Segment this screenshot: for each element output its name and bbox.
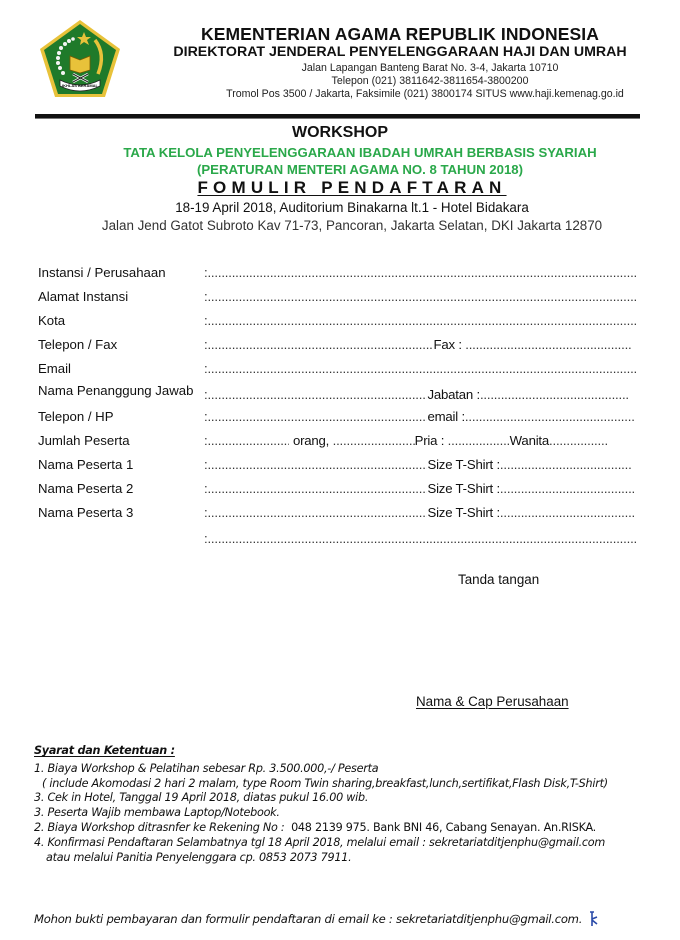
field-label: Nama Penanggung Jawab [38, 383, 194, 398]
telepon-input[interactable] [204, 337, 433, 352]
peserta-1-name-input[interactable] [204, 457, 427, 472]
directorate-name: DIREKTORAT JENDERAL PENYELENGGARAAN HAJI DAN UMRAH [173, 44, 627, 60]
kota-input[interactable] [204, 313, 636, 328]
event-topic: TATA KELOLA PENYELENGGARAAN IBADAH UMRAH BERBASIS SYARIAH [123, 145, 597, 160]
logo-ribbon-text: IKHLAS BERAMAL [62, 83, 98, 88]
tshirt-size-label: Size T-Shirt : [427, 457, 500, 472]
form-row-email [38, 361, 638, 381]
kementerian-agama-emblem-icon [38, 18, 122, 100]
jumlah-peserta-fields [204, 433, 636, 448]
pria-input[interactable] [448, 433, 510, 448]
email-sub-label: email : [427, 409, 465, 424]
field-label: Email [38, 361, 71, 376]
peserta-3-fields [204, 505, 636, 520]
form-row-jumlah-peserta [38, 433, 638, 453]
dotted-line [207, 505, 427, 520]
field-label: Nama Peserta 2 [38, 481, 134, 496]
terms-item: 3. Cek in Hotel, Tanggal 19 April 2018, diatas pukul 16.00 wib. [34, 791, 369, 804]
dotted-line [207, 289, 636, 304]
form-row-telepon-fax [38, 337, 638, 357]
dotted-line [207, 409, 427, 424]
event-kind: WORKSHOP [292, 124, 388, 141]
office-address: Jalan Lapangan Banteng Barat No. 3-4, Jakarta 10710 [301, 62, 559, 74]
separator: : [204, 361, 208, 376]
text-cursor-icon [589, 910, 599, 928]
terms-item [34, 821, 596, 834]
jabatan-label: Jabatan : [427, 387, 480, 402]
form-row-peserta-1 [38, 457, 638, 477]
wanita-label: Wanita [509, 433, 550, 448]
form-row-alamat [38, 289, 638, 309]
dotted-line [207, 433, 289, 448]
alamat-input[interactable] [204, 289, 636, 304]
fax-input[interactable] [465, 337, 631, 352]
jabatan-input[interactable] [480, 387, 630, 402]
terms-title: Syarat dan Ketentuan : [34, 744, 175, 757]
separator: : [204, 337, 208, 352]
form-title-text: FOMULIR PENDAFTARAN [197, 178, 507, 197]
field-label: Instansi / Perusahaan [38, 265, 166, 280]
dotted-line [207, 337, 433, 352]
office-po-box-fax-website: Tromol Pos 3500 / Jakarta, Faksimile (021) 3800174 SITUS www.haji.kemenag.go.id [226, 88, 624, 100]
orang-extra-input[interactable] [333, 433, 415, 448]
form-title [12, 178, 680, 198]
field-label: Kota [38, 313, 66, 328]
peserta-2-fields [204, 481, 636, 496]
field-label: Jumlah Peserta [38, 433, 130, 448]
dotted-line [207, 457, 427, 472]
separator: : [204, 481, 208, 496]
dotted-line [207, 265, 636, 280]
bank-account-detail: 048 2139 975. Bank BNI 46, Cabang Senayan. An.RISKA. [291, 821, 596, 834]
peserta-3-tshirt-input[interactable] [500, 505, 634, 520]
telepon-fax-fields [204, 337, 636, 352]
terms-item: atau melalui Panitia Penyelenggara cp. 0853 2073 7911. [46, 851, 352, 864]
telepon-hp-fields [204, 409, 636, 424]
footer-note: Mohon bukti pembayaran dan formulir pendaftaran di email ke : sekretariatditjenphu@gmail.com. [34, 912, 583, 926]
form-row-telepon-hp [38, 409, 638, 429]
form-row-kota [38, 313, 638, 333]
separator: : [204, 289, 208, 304]
terms-item: 4. Konfirmasi Pendaftaran Selambatnya tgl 18 April 2018, melalui email : sekretariatditjenphu@gmail.com [34, 836, 606, 849]
field-label: Alamat Instansi [38, 289, 129, 304]
form-row-penanggung-jawab [38, 383, 638, 403]
dotted-line [207, 387, 427, 402]
form-row-peserta-2 [38, 481, 638, 501]
peserta-2-tshirt-input[interactable] [500, 481, 636, 496]
extra-input[interactable] [204, 531, 636, 546]
separator: : [204, 313, 208, 328]
tshirt-size-label: Size T-Shirt : [427, 505, 500, 520]
event-venue-address: Jalan Jend Gatot Subroto Kav 71-73, Pancoran, Jakarta Selatan, DKI Jakarta 12870 [101, 218, 603, 233]
telepon-hp-input[interactable] [204, 409, 427, 424]
signature-label: Tanda tangan [458, 572, 540, 587]
field-label: Nama Peserta 3 [38, 505, 134, 520]
contact-email-input[interactable] [465, 409, 635, 424]
peserta-3-name-input[interactable] [204, 505, 427, 520]
pria-label: Pria : [414, 433, 445, 448]
peserta-2-name-input[interactable] [204, 481, 427, 496]
separator: : [204, 409, 208, 424]
peserta-1-fields [204, 457, 636, 472]
penanggung-jawab-fields [204, 387, 636, 402]
terms-transfer-text: 2. Biaya Workshop ditrasnfer ke Rekening No : [34, 821, 285, 834]
field-label: Nama Peserta 1 [38, 457, 134, 472]
dotted-line [207, 313, 636, 328]
dotted-line [207, 361, 636, 376]
terms-item: ( include Akomodasi 2 hari 2 malam, type Room Twin sharing,breakfast,lunch,sertifikat,Flash Disk,T-Shirt) [42, 777, 608, 790]
tshirt-size-label: Size T-Shirt : [427, 481, 500, 496]
separator: : [204, 531, 208, 546]
terms-item: 1. Biaya Workshop & Pelatihan sebesar Rp. 3.500.000,-/ Peserta [34, 762, 379, 775]
event-regulation: (PERATURAN MENTERI AGAMA NO. 8 TAHUN 2018) [196, 162, 524, 177]
form-row-peserta-3 [38, 505, 638, 525]
separator: : [204, 433, 208, 448]
email-input[interactable] [204, 361, 636, 376]
instansi-input[interactable] [204, 265, 636, 280]
penanggung-jawab-input[interactable] [204, 387, 427, 402]
office-phone: Telepon (021) 3811642-3811654-3800200 [331, 75, 529, 87]
wanita-input[interactable] [549, 433, 609, 448]
fax-label: Fax : [433, 337, 462, 352]
field-label: Telepon / Fax [38, 337, 118, 352]
form-row-instansi [38, 265, 638, 285]
dotted-line [207, 481, 427, 496]
company-name-stamp-label: Nama & Cap Perusahaan [416, 694, 569, 709]
separator: : [204, 505, 208, 520]
header-divider [35, 114, 640, 119]
orang-label: orang, [292, 433, 330, 448]
field-label: Telepon / HP [38, 409, 114, 424]
dotted-line [207, 531, 636, 546]
separator: : [204, 265, 208, 280]
separator: : [204, 457, 208, 472]
terms-item: 3. Peserta Wajib membawa Laptop/Notebook. [34, 806, 280, 819]
event-date-venue: 18-19 April 2018, Auditorium Binakarna lt.1 - Hotel Bidakara [175, 200, 529, 215]
separator: : [204, 387, 208, 402]
peserta-1-tshirt-input[interactable] [500, 457, 632, 472]
ministry-name: KEMENTERIAN AGAMA REPUBLIK INDONESIA [200, 24, 599, 44]
form-row-extra [38, 531, 638, 551]
jumlah-input[interactable] [204, 433, 289, 448]
